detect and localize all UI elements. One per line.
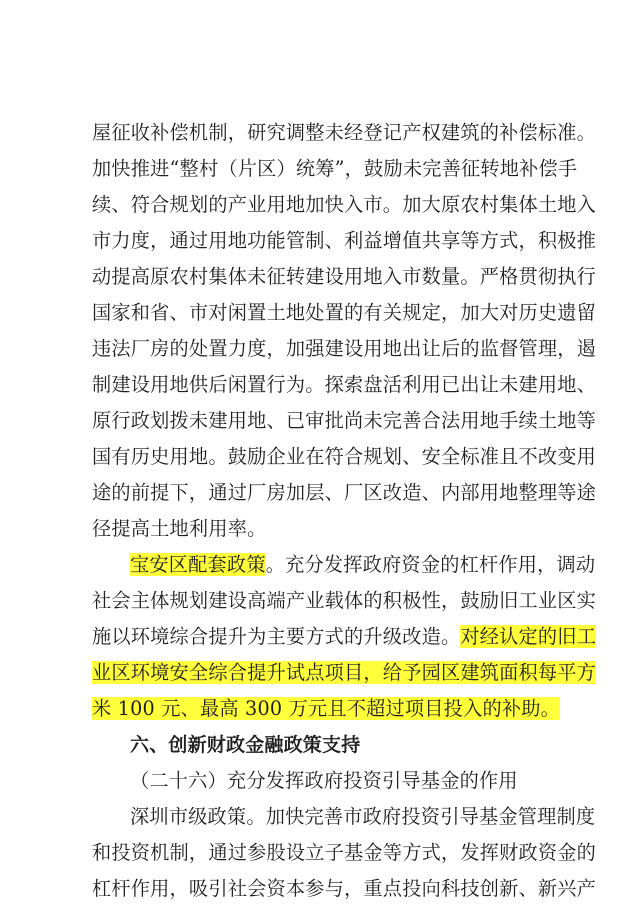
baoan-paragraph-line-5 [92, 692, 572, 726]
baoan-line5-highlight: 米 100 元、最高 300 万元且不超过项目投入的补助。 [92, 697, 561, 720]
paragraph-line: 市力度，通过用地功能管制、利益增值共享等方式，积极推 [92, 229, 597, 252]
baoan-policy-label: 宝安区配套政策 [130, 553, 266, 576]
baoan-paragraph-line-4 [92, 656, 597, 690]
baoan-line3-plain: 施以环境综合提升为主要方式的升级改造。 [92, 625, 461, 648]
baoan-paragraph-line-3 [92, 620, 597, 654]
shenzhen-paragraph-line: 杠杆作用，吸引社会资本参与，重点投向科技创新、新兴产 [92, 877, 597, 900]
paragraph-line: 续、符合规划的产业用地加快入市。加大原农村集体土地入 [92, 193, 597, 216]
baoan-paragraph-line-2: 社会主体规划建设高端产业载体的积极性，鼓励旧工业区实 [92, 589, 597, 612]
baoan-line1-rest: 。充分发挥政府资金的杠杆作用，调动 [265, 553, 596, 576]
subsection-heading: （二十六）充分发挥政府投资引导基金的作用 [130, 769, 518, 792]
paragraph-line: 动提高原农村集体未征转建设用地入市数量。严格贯彻执行 [92, 265, 597, 288]
paragraph-line: 途的前提下，通过厂房加层、厂区改造、内部用地整理等途 [92, 481, 597, 504]
baoan-line4-highlight: 业区环境安全综合提升试点项目，给予园区建筑面积每平方 [92, 661, 597, 684]
paragraph-line: 加快推进“整村（片区）统筹”，鼓励未完善征转地补偿手 [92, 157, 578, 180]
baoan-line3-highlight: 对经认定的旧工 [460, 625, 597, 648]
baoan-paragraph-line-1 [130, 548, 596, 582]
section-heading: 六、创新财政金融政策支持 [130, 734, 361, 756]
paragraph-line: 径提高土地利用率。 [92, 517, 267, 540]
shenzhen-paragraph-line: 深圳市级政策。加快完善市政府投资引导基金管理制度 [130, 805, 596, 828]
paragraph-line: 屋征收补偿机制，研究调整未经登记产权建筑的补偿标准。 [92, 121, 597, 144]
shenzhen-paragraph-line: 和投资机制，通过参股设立子基金等方式，发挥财政资金的 [92, 841, 597, 864]
paragraph-line: 国家和省、市对闲置土地处置的有关规定，加大对历史遗留 [92, 301, 597, 324]
paragraph-line: 违法厂房的处置力度，加强建设用地出让后的监督管理，遏 [92, 337, 597, 360]
paragraph-line: 国有历史用地。鼓励企业在符合规划、安全标准且不改变用 [92, 445, 597, 468]
paragraph-line: 原行政划拨未建用地、已审批尚未完善合法用地手续土地等 [92, 409, 597, 432]
paragraph-line: 制建设用地供后闲置行为。探索盘活利用已出让未建用地、 [92, 373, 597, 396]
